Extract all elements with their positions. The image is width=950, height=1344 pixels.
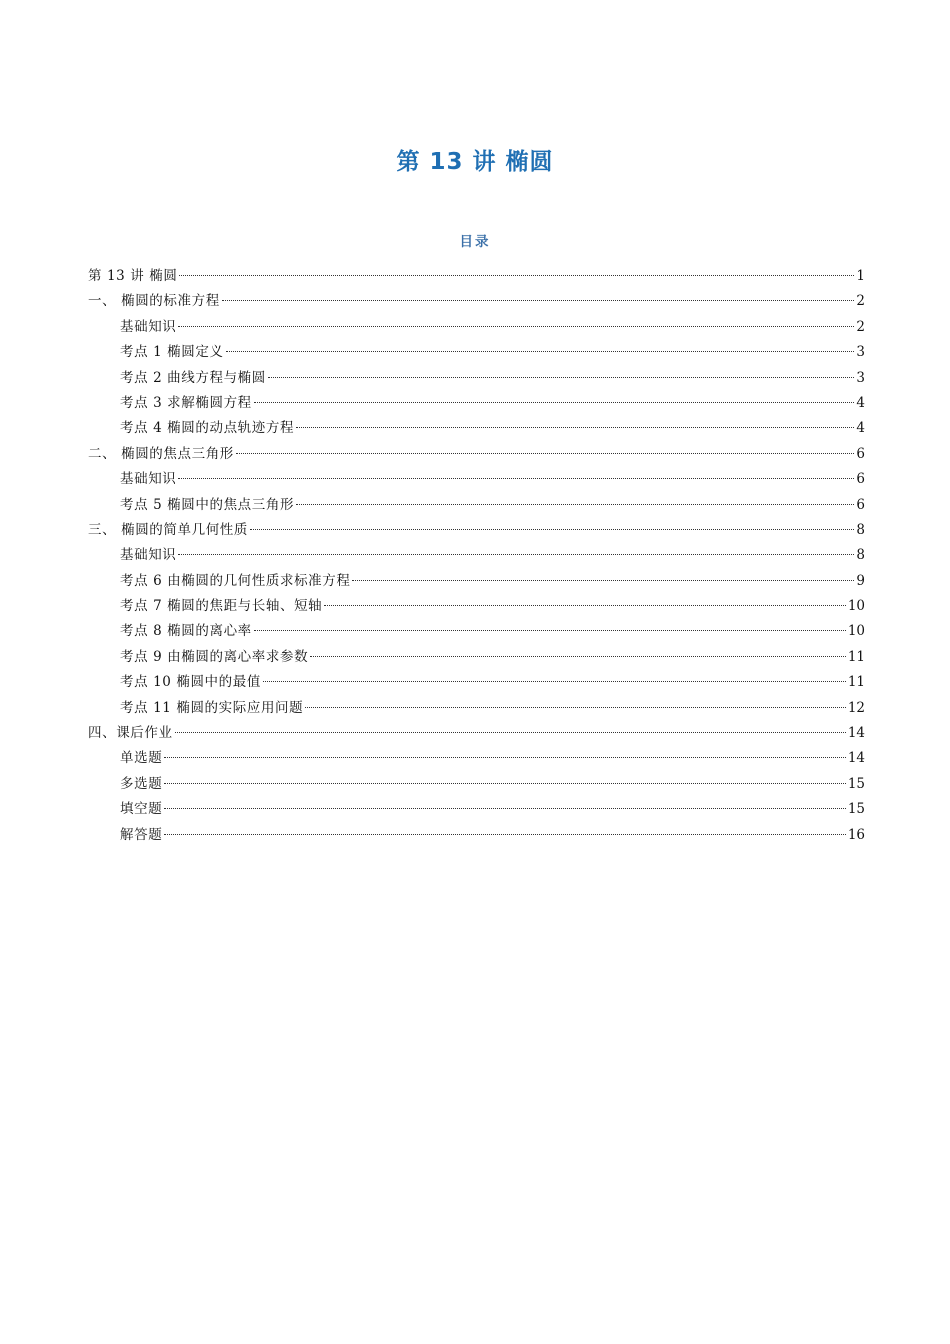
toc-entry-page: 12	[847, 699, 865, 716]
toc-entry-label: 单选题	[120, 750, 163, 767]
toc-heading: 目录	[459, 234, 491, 250]
toc-leader-dots	[222, 300, 855, 301]
toc-entry-label: 考点 7 椭圆的焦距与长轴、短轴	[120, 598, 323, 615]
toc-entry[interactable]	[88, 645, 865, 670]
toc-entry-label: 考点 10 椭圆中的最值	[120, 674, 261, 691]
toc-entry[interactable]	[88, 391, 865, 416]
toc-leader-dots	[175, 732, 846, 733]
toc-entry[interactable]	[88, 467, 865, 492]
toc-entry[interactable]	[88, 670, 865, 695]
toc-entry[interactable]	[88, 366, 865, 391]
toc-entry[interactable]	[88, 416, 865, 441]
toc-entry-label: 考点 11 椭圆的实际应用问题	[120, 699, 304, 716]
toc-entry[interactable]	[88, 518, 865, 543]
toc-entry-label: 考点 6 由椭圆的几何性质求标准方程	[120, 572, 351, 589]
toc-entry-label: 基础知识	[120, 547, 177, 564]
table-of-contents	[88, 264, 865, 848]
toc-entry-label: 四、课后作业	[88, 725, 173, 742]
toc-entry[interactable]	[88, 772, 865, 797]
toc-leader-dots	[164, 757, 846, 758]
toc-leader-dots	[178, 554, 854, 555]
toc-entry-label: 基础知识	[120, 318, 177, 335]
toc-entry-page: 6	[856, 445, 865, 462]
toc-entry[interactable]	[88, 493, 865, 518]
toc-entry-page: 4	[856, 420, 865, 437]
toc-entry-label: 考点 5 椭圆中的焦点三角形	[120, 496, 295, 513]
toc-leader-dots	[305, 707, 846, 708]
toc-entry-page: 10	[847, 598, 865, 615]
toc-entry[interactable]	[88, 619, 865, 644]
document-title: 第 13 讲 椭圆	[396, 149, 554, 175]
toc-entry-page: 8	[856, 547, 865, 564]
toc-leader-dots	[164, 808, 846, 809]
toc-leader-dots	[250, 529, 854, 530]
toc-leader-dots	[179, 275, 854, 276]
toc-entry[interactable]	[88, 543, 865, 568]
toc-entry-page: 14	[847, 725, 865, 742]
toc-entry-page: 9	[856, 572, 865, 589]
toc-entry[interactable]	[88, 797, 865, 822]
toc-entry-page: 3	[856, 344, 865, 361]
toc-entry[interactable]	[88, 721, 865, 746]
toc-entry-label: 考点 2 曲线方程与椭圆	[120, 369, 266, 386]
toc-entry[interactable]	[88, 823, 865, 848]
toc-entry-label: 考点 3 求解椭圆方程	[120, 394, 252, 411]
toc-leader-dots	[178, 478, 854, 479]
toc-leader-dots	[352, 580, 854, 581]
toc-entry[interactable]	[88, 569, 865, 594]
toc-leader-dots	[324, 605, 846, 606]
toc-leader-dots	[263, 681, 846, 682]
toc-entry-page: 8	[856, 521, 865, 538]
toc-entry[interactable]	[88, 442, 865, 467]
toc-entry-page: 2	[856, 293, 865, 310]
toc-entry-label: 基础知识	[120, 471, 177, 488]
toc-leader-dots	[254, 402, 855, 403]
toc-entry-page: 10	[847, 623, 865, 640]
toc-entry-page: 6	[856, 496, 865, 513]
toc-entry[interactable]	[88, 746, 865, 771]
toc-entry-label: 考点 4 椭圆的动点轨迹方程	[120, 420, 295, 437]
toc-entry[interactable]	[88, 289, 865, 314]
toc-entry-page: 2	[856, 318, 865, 335]
toc-leader-dots	[226, 351, 855, 352]
toc-entry-label: 考点 8 椭圆的离心率	[120, 623, 252, 640]
toc-leader-dots	[178, 326, 854, 327]
toc-entry-page: 3	[856, 369, 865, 386]
toc-entry-page: 6	[856, 471, 865, 488]
toc-leader-dots	[296, 427, 854, 428]
toc-leader-dots	[164, 834, 846, 835]
toc-entry-label: 一、 椭圆的标准方程	[88, 293, 220, 310]
toc-entry-label: 填空题	[120, 801, 163, 818]
toc-entry-page: 14	[847, 750, 865, 767]
toc-entry[interactable]	[88, 264, 865, 289]
toc-entry-label: 考点 9 由椭圆的离心率求参数	[120, 648, 309, 665]
toc-entry[interactable]	[88, 315, 865, 340]
toc-entry-page: 1	[856, 268, 865, 284]
toc-entry-page: 11	[847, 648, 865, 665]
toc-entry-page: 16	[847, 826, 865, 843]
toc-leader-dots	[164, 783, 846, 784]
toc-entry-label: 考点 1 椭圆定义	[120, 344, 224, 361]
toc-leader-dots	[296, 504, 854, 505]
toc-leader-dots	[254, 630, 846, 631]
toc-entry[interactable]	[88, 696, 865, 721]
toc-entry-page: 15	[847, 775, 865, 792]
toc-entry-label: 多选题	[120, 775, 163, 792]
toc-entry-label: 二、 椭圆的焦点三角形	[88, 445, 234, 462]
toc-leader-dots	[310, 656, 846, 657]
toc-entry[interactable]	[88, 340, 865, 365]
toc-entry-label: 解答题	[120, 826, 163, 843]
toc-entry[interactable]	[88, 594, 865, 619]
toc-entry-page: 11	[847, 674, 865, 691]
toc-entry-page: 4	[856, 394, 865, 411]
toc-entry-page: 15	[847, 801, 865, 818]
toc-leader-dots	[236, 453, 855, 454]
toc-entry-label: 三、 椭圆的简单几何性质	[88, 521, 248, 538]
toc-entry-label: 第 13 讲 椭圆	[88, 268, 178, 284]
toc-leader-dots	[268, 377, 855, 378]
